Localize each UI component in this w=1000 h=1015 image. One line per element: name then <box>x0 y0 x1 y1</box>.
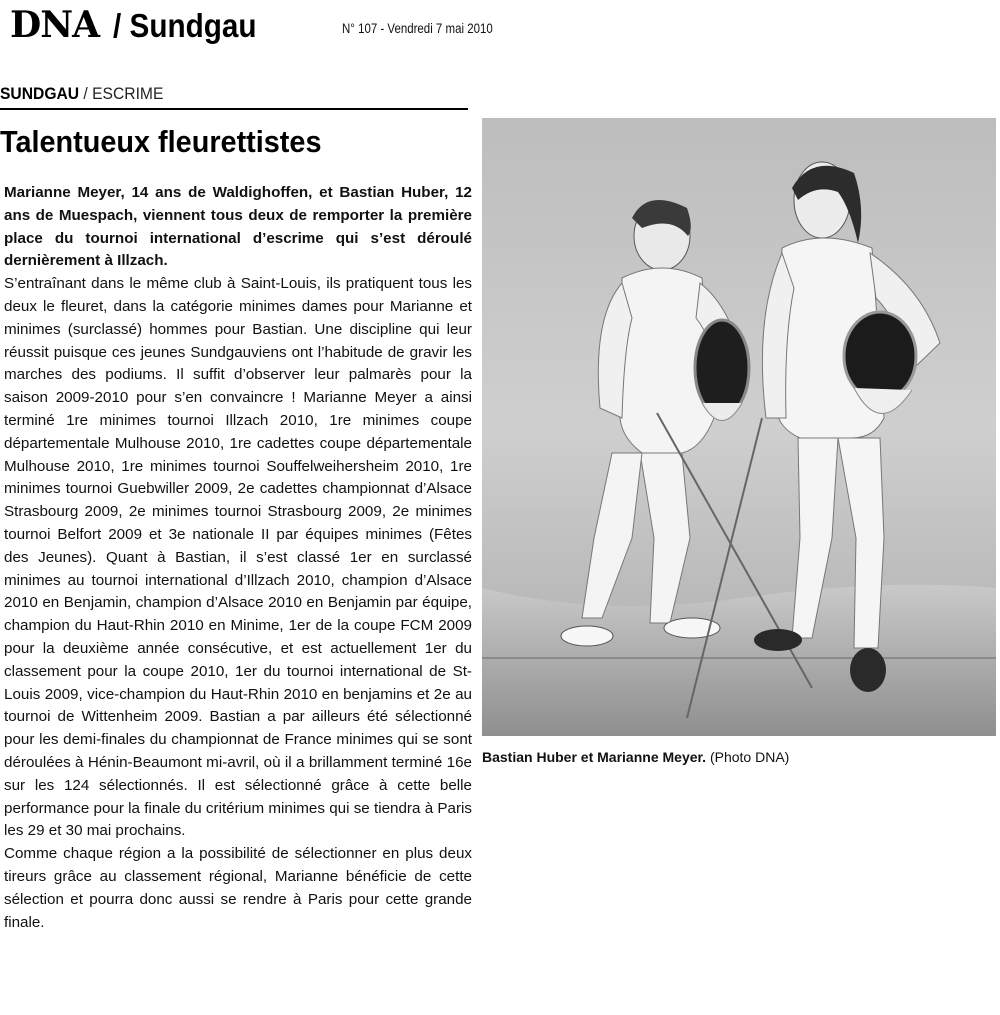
subsection-label: ESCRIME <box>92 84 164 103</box>
section-label: SUNDGAU <box>0 84 80 103</box>
edition-title: / Sundgau <box>113 7 257 44</box>
caption-credit: (Photo DNA) <box>706 749 790 765</box>
article-paragraph: Comme chaque région a la possibilité de sélectionner en plus deux tireurs grâce au classement régional, Marianne bénéficie de cette sélection et pourra donc aussi se rendre à Paris pour cette grande finale. <box>4 845 472 931</box>
article-lead: Marianne Meyer, 14 ans de Waldighoffen, et Bastian Huber, 12 ans de Muespach, viennent tous deux de remporter la première place du tournoi international d’escrime qui s’est déroulé dernièrement à Illzach. <box>4 184 472 270</box>
fencers-photo-illustration <box>482 118 996 736</box>
article-body <box>4 182 472 934</box>
brand-logo: DNA <box>10 4 100 46</box>
section-kicker <box>0 84 468 110</box>
kicker-separator: / <box>79 84 93 103</box>
issue-info: N° 107 - Vendredi 7 mai 2010 <box>342 20 493 36</box>
article-paragraph: S’entraînant dans le même club à Saint-Louis, ils pratiquent tous les deux le fleuret, dans la catégorie minimes dames pour Marianne et minimes (surclassé) hommes pour Bastian. Une discipline qui leur réussit puisque ces jeunes Sundgauviens ont l’habitude de gravir les marches des podiums. Il suffit d’observer leur palmarès pour la saison 2009-2010 pour s’en convaincre ! Marianne Meyer a ainsi terminé 1re minimes tournoi Illzach 2010, 1re minimes coupe départementale Mulhouse 2010, 1re cadettes coupe départementale Mulhouse 2010, 1re minimes tournoi Souffelweihersheim 2010, 1re minimes tournoi Guebwiller 2009, 2e cadettes championnat d’Alsace Strasbourg 2009, 2e minimes tournoi Strasbourg 2009, 2e minimes tournoi Belfort 2009 et 3e nationale II par équipes minimes (Fêtes des Jeunes). Quant à Bastian, il s’est classé 1er en surclassé minimes au tournoi international d’Illzach 2010, champion d’Alsace 2010 en Benjamin, champion d’Alsace 2010 en Benjamin par équipe, champion du Haut-Rhin 2010 en Minime, 1er de la coupe FCM 2009 pour la deuxième année consécutive, et est actuellement 1er du classement pour la coupe 2010, 1er du tournoi international de St-Louis 2009, vice-champion du Haut-Rhin 2010 en benjamins et 2e au tournoi de Wittenheim 2009. Bastian a par ailleurs été sélectionné pour les demi-finales du championnat de France minimes qui se sont déroulées à Hénin-Beaumont mi-avril, où il a brillamment terminé 16e sur les 124 sélectionnés. Il est sélectionné grâce à cette belle performance pour la finale du critérium minimes qui se tiendra à Paris les 29 et 30 mai prochains. <box>4 275 472 840</box>
masthead <box>10 4 273 48</box>
caption-names: Bastian Huber et Marianne Meyer. <box>482 749 707 765</box>
article-photo <box>482 118 996 736</box>
photo-caption <box>482 749 996 765</box>
article-headline: Talentueux fleurettistes <box>0 124 322 159</box>
